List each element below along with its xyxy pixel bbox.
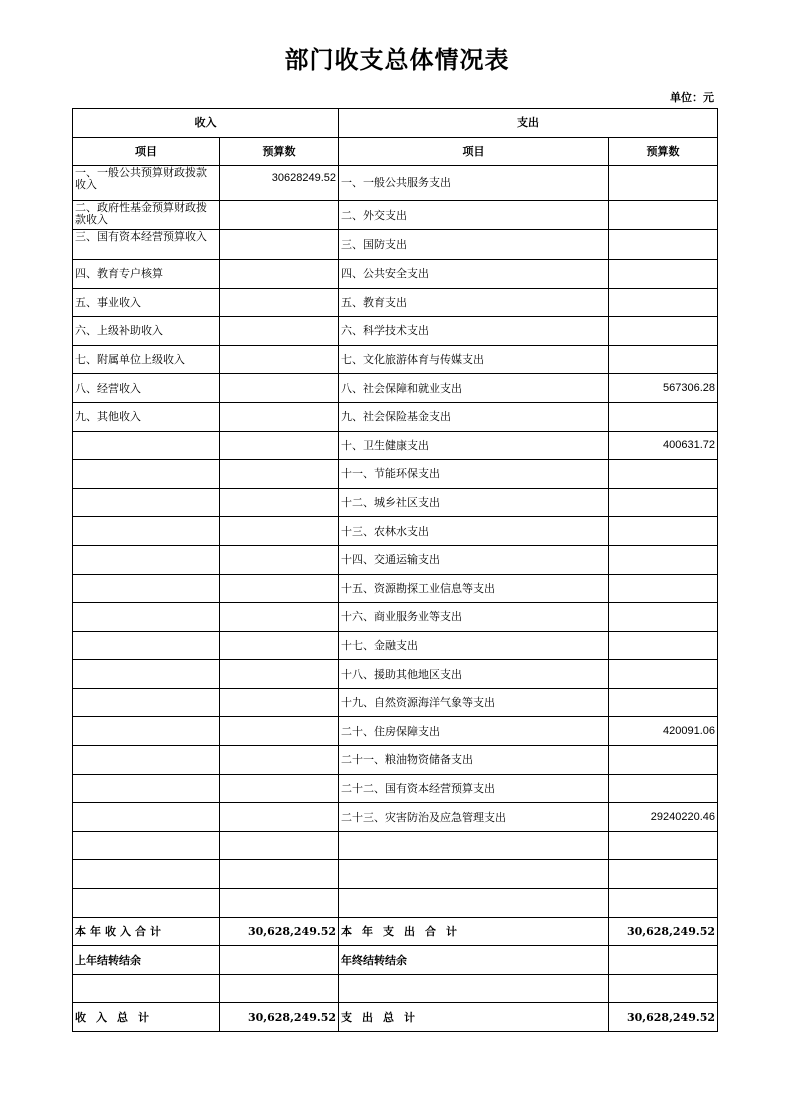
income-item-cell: 三、国有资本经营预算收入: [73, 230, 220, 260]
income-item-cell: [73, 460, 220, 489]
table-row: [73, 230, 718, 260]
income-budget-cell: [220, 860, 339, 889]
table-row: [73, 889, 718, 918]
expense-budget-cell: [609, 545, 718, 574]
income-budget-cell: [220, 288, 339, 317]
table-row: [73, 460, 718, 489]
table-row: [73, 746, 718, 775]
income-item-cell: [73, 774, 220, 803]
expense-item-cell: [339, 831, 609, 860]
income-budget-cell: [220, 488, 339, 517]
income-item-cell: 七、附属单位上级收入: [73, 345, 220, 374]
empty-cell: [220, 974, 339, 1003]
end-balance-label: 年终结转结余: [339, 946, 609, 975]
expense-budget-cell: [609, 288, 718, 317]
income-budget-cell: [220, 603, 339, 632]
income-budget-cell: [220, 431, 339, 460]
income-item-cell: [73, 660, 220, 689]
expense-budget-cell: [609, 166, 718, 201]
income-item-cell: [73, 631, 220, 660]
expense-budget-cell: 567306.28: [609, 374, 718, 403]
expense-item-cell: 八、社会保障和就业支出: [339, 374, 609, 403]
table-row: [73, 345, 718, 374]
income-item-cell: 一、一般公共预算财政拨款收入: [73, 166, 220, 201]
year-expense-label: 本年支出合计: [339, 917, 609, 946]
empty-cell: [339, 974, 609, 1003]
column-header-row: [73, 137, 718, 166]
income-budget-cell: [220, 402, 339, 431]
expense-budget-cell: [609, 746, 718, 775]
income-item-cell: 九、其他收入: [73, 402, 220, 431]
expense-budget-cell: [609, 259, 718, 288]
income-budget-cell: [220, 259, 339, 288]
year-income-value: 30,628,249.52: [220, 917, 339, 946]
expense-budget-cell: [609, 200, 718, 230]
income-budget-header: 预算数: [220, 137, 339, 166]
table-row: [73, 860, 718, 889]
year-income-label: 本年收入合计: [73, 917, 220, 946]
expense-item-header: 项目: [339, 137, 609, 166]
income-budget-cell: [220, 831, 339, 860]
table-row: [73, 660, 718, 689]
table-row: [73, 431, 718, 460]
end-balance-value: [609, 946, 718, 975]
income-budget-cell: [220, 717, 339, 746]
table-row: [73, 317, 718, 346]
expense-budget-cell: [609, 603, 718, 632]
income-budget-cell: [220, 460, 339, 489]
income-budget-cell: [220, 545, 339, 574]
unit-label: 单位：元: [670, 91, 714, 104]
income-item-cell: 八、经营收入: [73, 374, 220, 403]
table-row: [73, 545, 718, 574]
expense-budget-cell: [609, 488, 718, 517]
income-item-cell: [73, 488, 220, 517]
summary-row: [73, 946, 718, 975]
expense-item-cell: 一、一般公共服务支出: [339, 166, 609, 201]
expense-item-cell: 二、外交支出: [339, 200, 609, 230]
expense-item-cell: 七、文化旅游体育与传媒支出: [339, 345, 609, 374]
income-item-cell: [73, 545, 220, 574]
table-row: [73, 166, 718, 201]
income-item-cell: [73, 803, 220, 832]
table-row: [73, 200, 718, 230]
expense-item-cell: 三、国防支出: [339, 230, 609, 260]
expense-item-cell: 十二、城乡社区支出: [339, 488, 609, 517]
table-row: [73, 717, 718, 746]
table-row: [73, 374, 718, 403]
expense-item-cell: 十一、节能环保支出: [339, 460, 609, 489]
income-section-header: 收入: [73, 109, 339, 138]
table-row: [73, 574, 718, 603]
expense-total-label: 支出总计: [339, 1003, 609, 1032]
expense-item-cell: 九、社会保险基金支出: [339, 402, 609, 431]
expense-item-cell: [339, 860, 609, 889]
income-item-cell: [73, 603, 220, 632]
year-expense-value: 30,628,249.52: [609, 917, 718, 946]
expense-budget-cell: [609, 631, 718, 660]
income-budget-cell: [220, 774, 339, 803]
expense-budget-cell: 400631.72: [609, 431, 718, 460]
income-item-cell: [73, 717, 220, 746]
income-item-cell: 二、政府性基金预算财政拨款收入: [73, 200, 220, 230]
summary-row: [73, 1003, 718, 1032]
income-item-cell: 六、上级补助收入: [73, 317, 220, 346]
expense-budget-cell: [609, 889, 718, 918]
expense-budget-header: 预算数: [609, 137, 718, 166]
expense-budget-cell: 420091.06: [609, 717, 718, 746]
summary-row: [73, 974, 718, 1003]
income-item-header: 项目: [73, 137, 220, 166]
income-budget-cell: [220, 688, 339, 717]
table-row: [73, 631, 718, 660]
income-item-cell: [73, 746, 220, 775]
budget-table: [72, 108, 718, 1032]
expense-budget-cell: [609, 345, 718, 374]
expense-item-cell: 六、科学技术支出: [339, 317, 609, 346]
income-budget-cell: [220, 230, 339, 260]
table-row: [73, 259, 718, 288]
expense-item-cell: 十九、自然资源海洋气象等支出: [339, 688, 609, 717]
income-item-cell: [73, 860, 220, 889]
income-budget-cell: [220, 200, 339, 230]
income-total-label: 收入总计: [73, 1003, 220, 1032]
section-header-row: [73, 109, 718, 138]
expense-item-cell: 二十三、灾害防治及应急管理支出: [339, 803, 609, 832]
empty-cell: [73, 974, 220, 1003]
income-item-cell: [73, 688, 220, 717]
expense-item-cell: 十三、农林水支出: [339, 517, 609, 546]
expense-budget-cell: [609, 517, 718, 546]
expense-item-cell: 二十、住房保障支出: [339, 717, 609, 746]
expense-budget-cell: [609, 688, 718, 717]
income-total-value: 30,628,249.52: [220, 1003, 339, 1032]
table-row: [73, 488, 718, 517]
table-row: [73, 774, 718, 803]
income-budget-cell: [220, 660, 339, 689]
income-budget-cell: [220, 803, 339, 832]
income-item-cell: [73, 574, 220, 603]
income-item-cell: [73, 889, 220, 918]
income-item-cell: [73, 831, 220, 860]
income-budget-cell: [220, 345, 339, 374]
expense-item-cell: 二十二、国有资本经营预算支出: [339, 774, 609, 803]
expense-item-cell: 四、公共安全支出: [339, 259, 609, 288]
income-budget-cell: [220, 889, 339, 918]
expense-item-cell: 十七、金融支出: [339, 631, 609, 660]
expense-budget-cell: [609, 831, 718, 860]
table-row: [73, 688, 718, 717]
empty-cell: [609, 974, 718, 1003]
expense-item-cell: 五、教育支出: [339, 288, 609, 317]
expense-item-cell: 十八、援助其他地区支出: [339, 660, 609, 689]
expense-budget-cell: [609, 317, 718, 346]
expense-budget-cell: [609, 230, 718, 260]
expense-item-cell: 十四、交通运输支出: [339, 545, 609, 574]
expense-section-header: 支出: [339, 109, 718, 138]
expense-item-cell: 十六、商业服务业等支出: [339, 603, 609, 632]
income-item-cell: 四、教育专户核算: [73, 259, 220, 288]
expense-item-cell: [339, 889, 609, 918]
income-budget-cell: [220, 631, 339, 660]
income-budget-cell: [220, 317, 339, 346]
table-row: [73, 831, 718, 860]
expense-budget-cell: [609, 402, 718, 431]
income-item-cell: [73, 431, 220, 460]
income-budget-cell: [220, 517, 339, 546]
expense-budget-cell: [609, 860, 718, 889]
expense-budget-cell: [609, 574, 718, 603]
income-item-cell: 五、事业收入: [73, 288, 220, 317]
prev-balance-label: 上年结转结余: [73, 946, 220, 975]
expense-item-cell: 十五、资源勘探工业信息等支出: [339, 574, 609, 603]
income-budget-cell: [220, 746, 339, 775]
summary-row: [73, 917, 718, 946]
table-row: [73, 803, 718, 832]
table-row: [73, 288, 718, 317]
income-budget-cell: 30628249.52: [220, 166, 339, 201]
expense-item-cell: 十、卫生健康支出: [339, 431, 609, 460]
expense-budget-cell: [609, 774, 718, 803]
expense-item-cell: 二十一、粮油物资储备支出: [339, 746, 609, 775]
table-row: [73, 517, 718, 546]
table-row: [73, 603, 718, 632]
page-title: 部门收支总体情况表: [284, 46, 510, 74]
expense-budget-cell: [609, 460, 718, 489]
table-row: [73, 402, 718, 431]
income-item-cell: [73, 517, 220, 546]
expense-budget-cell: [609, 660, 718, 689]
expense-budget-cell: 29240220.46: [609, 803, 718, 832]
income-budget-cell: [220, 574, 339, 603]
expense-total-value: 30,628,249.52: [609, 1003, 718, 1032]
income-budget-cell: [220, 374, 339, 403]
prev-balance-value: [220, 946, 339, 975]
